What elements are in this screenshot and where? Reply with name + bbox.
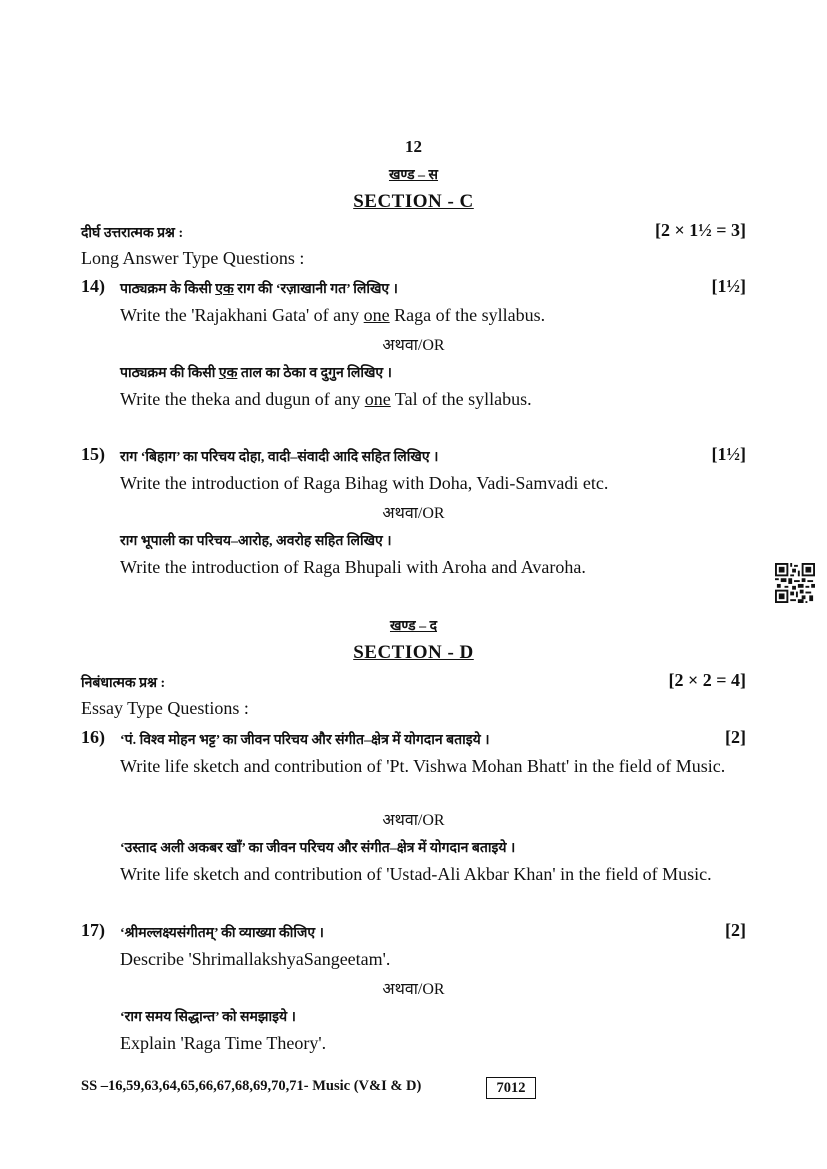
question-17-number: 17) (81, 920, 105, 940)
section-d-title: SECTION - D (353, 642, 474, 663)
section-d-hindi-label: निबंधात्मक प्रश्न : (81, 676, 166, 691)
question-15-english: Write the introduction of Raga Bihag with Doha, Vadi-Samvadi etc. (120, 473, 609, 493)
question-17-alt-english: Explain 'Raga Time Theory'. (120, 1033, 327, 1053)
question-16-number: 16) (81, 727, 105, 747)
question-16-alt-hindi: ‘उस्ताद अली अकबर खाँ’ का जीवन परिचय और संगीत–क्षेत्र में योगदान बताइये । (120, 841, 516, 856)
question-17-alt-hindi: ‘राग समय सिद्धान्त’ को समझाइये । (120, 1010, 296, 1025)
qr-code-icon (775, 563, 815, 603)
question-16-alt-english: Write life sketch and contribution of 'Ustad-Ali Akbar Khan' in the field of Music. (120, 864, 712, 884)
section-d-english-label: Essay Type Questions : (81, 698, 249, 718)
question-16-english: Write life sketch and contribution of 'Pt. Vishwa Mohan Bhatt' in the field of Music. (120, 756, 726, 776)
section-c-title: SECTION - C (353, 191, 474, 212)
footer-subject-code: SS –16,59,63,64,65,66,67,68,69,70,71- Music (V&I & D) (81, 1078, 422, 1094)
question-17-english: Describe 'ShrimallakshyaSangeetam'. (120, 949, 391, 969)
question-14-or: अथवा/OR (382, 337, 445, 354)
question-15-hindi: राग ‘बिहाग’ का परिचय दोहा, वादी–संवादी आदि सहित लिखिए । (120, 450, 439, 465)
question-15-marks: [1½] (711, 444, 746, 464)
question-14-hindi: पाठ्यक्रम के किसी एक राग की ‘रज़ाखानी गत’ लिखिए । (120, 282, 398, 297)
question-16-or: अथवा/OR (382, 812, 445, 829)
question-17-or: अथवा/OR (382, 981, 445, 998)
question-15-number: 15) (81, 444, 105, 464)
question-15-or: अथवा/OR (382, 505, 445, 522)
question-16-marks: [2] (725, 727, 746, 747)
paper-code-box: 7012 (486, 1077, 536, 1099)
section-d-marks: [2 × 2 = 4] (668, 670, 746, 690)
question-15-alt-english: Write the introduction of Raga Bhupali with Aroha and Avaroha. (120, 557, 586, 577)
question-17-marks: [2] (725, 920, 746, 940)
section-c-hindi-label: दीर्घ उत्तरात्मक प्रश्न : (81, 226, 184, 241)
page-number: 12 (405, 137, 422, 156)
section-c-english-label: Long Answer Type Questions : (81, 248, 305, 268)
question-17-hindi: ‘श्रीमल्लक्ष्यसंगीतम्’ की व्याख्या कीजिए । (120, 926, 324, 941)
section-d-hindi-heading: खण्ड – द (389, 619, 438, 634)
question-14-alt-english: Write the theka and dugun of any one Tal of the syllabus. (120, 389, 532, 409)
question-14-alt-hindi: पाठ्यक्रम की किसी एक ताल का ठेका व दुगुन लिखिए । (120, 366, 392, 381)
question-16-hindi: ‘पं. विश्व मोहन भट्ट’ का जीवन परिचय और संगीत–क्षेत्र में योगदान बताइये । (120, 733, 490, 748)
question-14-marks: [1½] (711, 276, 746, 296)
question-14-number: 14) (81, 276, 105, 296)
question-15-alt-hindi: राग भूपाली का परिचय–आरोह, अवरोह सहित लिखिए । (120, 534, 392, 549)
section-c-marks: [2 × 1½ = 3] (654, 220, 746, 240)
question-14-english: Write the 'Rajakhani Gata' of any one Raga of the syllabus. (120, 305, 546, 325)
section-c-hindi-heading: खण्ड – स (388, 168, 439, 183)
